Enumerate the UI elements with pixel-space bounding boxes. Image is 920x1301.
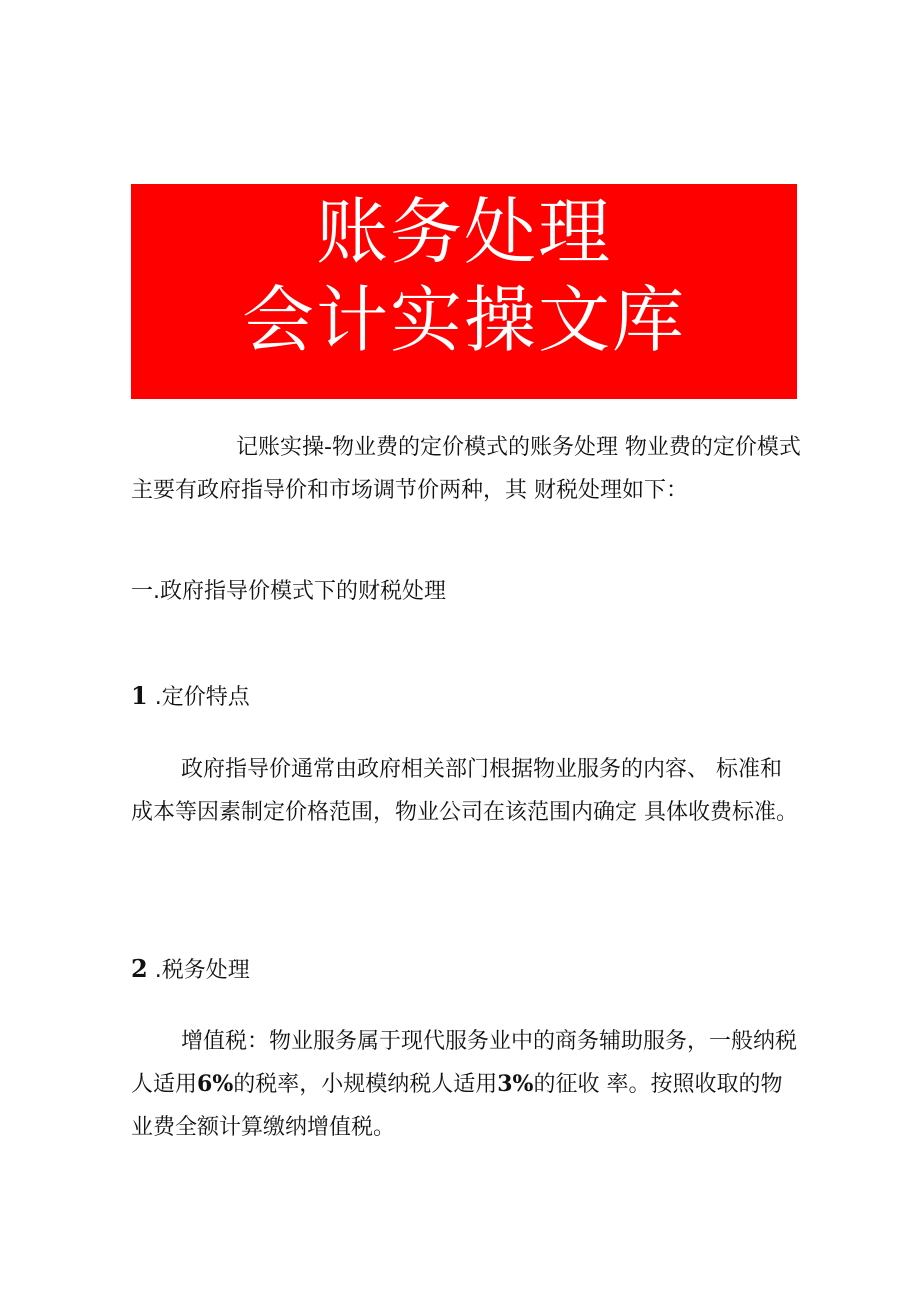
sub2-body bbox=[131, 1020, 801, 1149]
sub1-body: 政府指导价通常由政府相关部门根据物业服务的内容、 标准和成本等因素制定价格范围，物业公司在该范围内确定 具体收费标准。 bbox=[131, 757, 798, 825]
sub2-number: 2 bbox=[131, 954, 148, 983]
banner-title-line2: 会计实操文库 bbox=[241, 278, 686, 362]
sub2-heading bbox=[131, 954, 250, 986]
sub1-number: 1 bbox=[131, 681, 148, 710]
section1-heading: 一.政府指导价模式下的财税处理 bbox=[131, 579, 446, 604]
sub2-body-part2: 的税率，小规模纳税人适用 bbox=[233, 1072, 498, 1097]
general-rate: 6% bbox=[197, 1071, 234, 1097]
small-rate: 3% bbox=[497, 1071, 534, 1097]
sub1-heading bbox=[131, 681, 250, 713]
title-banner bbox=[131, 184, 797, 399]
sub2-body-part1: 增值税：物业服务属于现代服务业中的商务辅助服务，一般纳税人适用 bbox=[131, 1029, 798, 1097]
sub2-title: .税务处理 bbox=[154, 958, 250, 983]
sub1-title: .定价特点 bbox=[154, 685, 250, 710]
sub2-body-part3: 的征收 率。按照收取的物业费全额计算缴纳增值税。 bbox=[131, 1072, 783, 1140]
intro-paragraph: 记账实操-物业费的定价模式的账务处理 物业费的定价模式主要有政府指导价和市场调节价两种，其 财税处理如下： bbox=[131, 435, 801, 503]
banner-title-line1: 账务处理 bbox=[315, 190, 612, 274]
